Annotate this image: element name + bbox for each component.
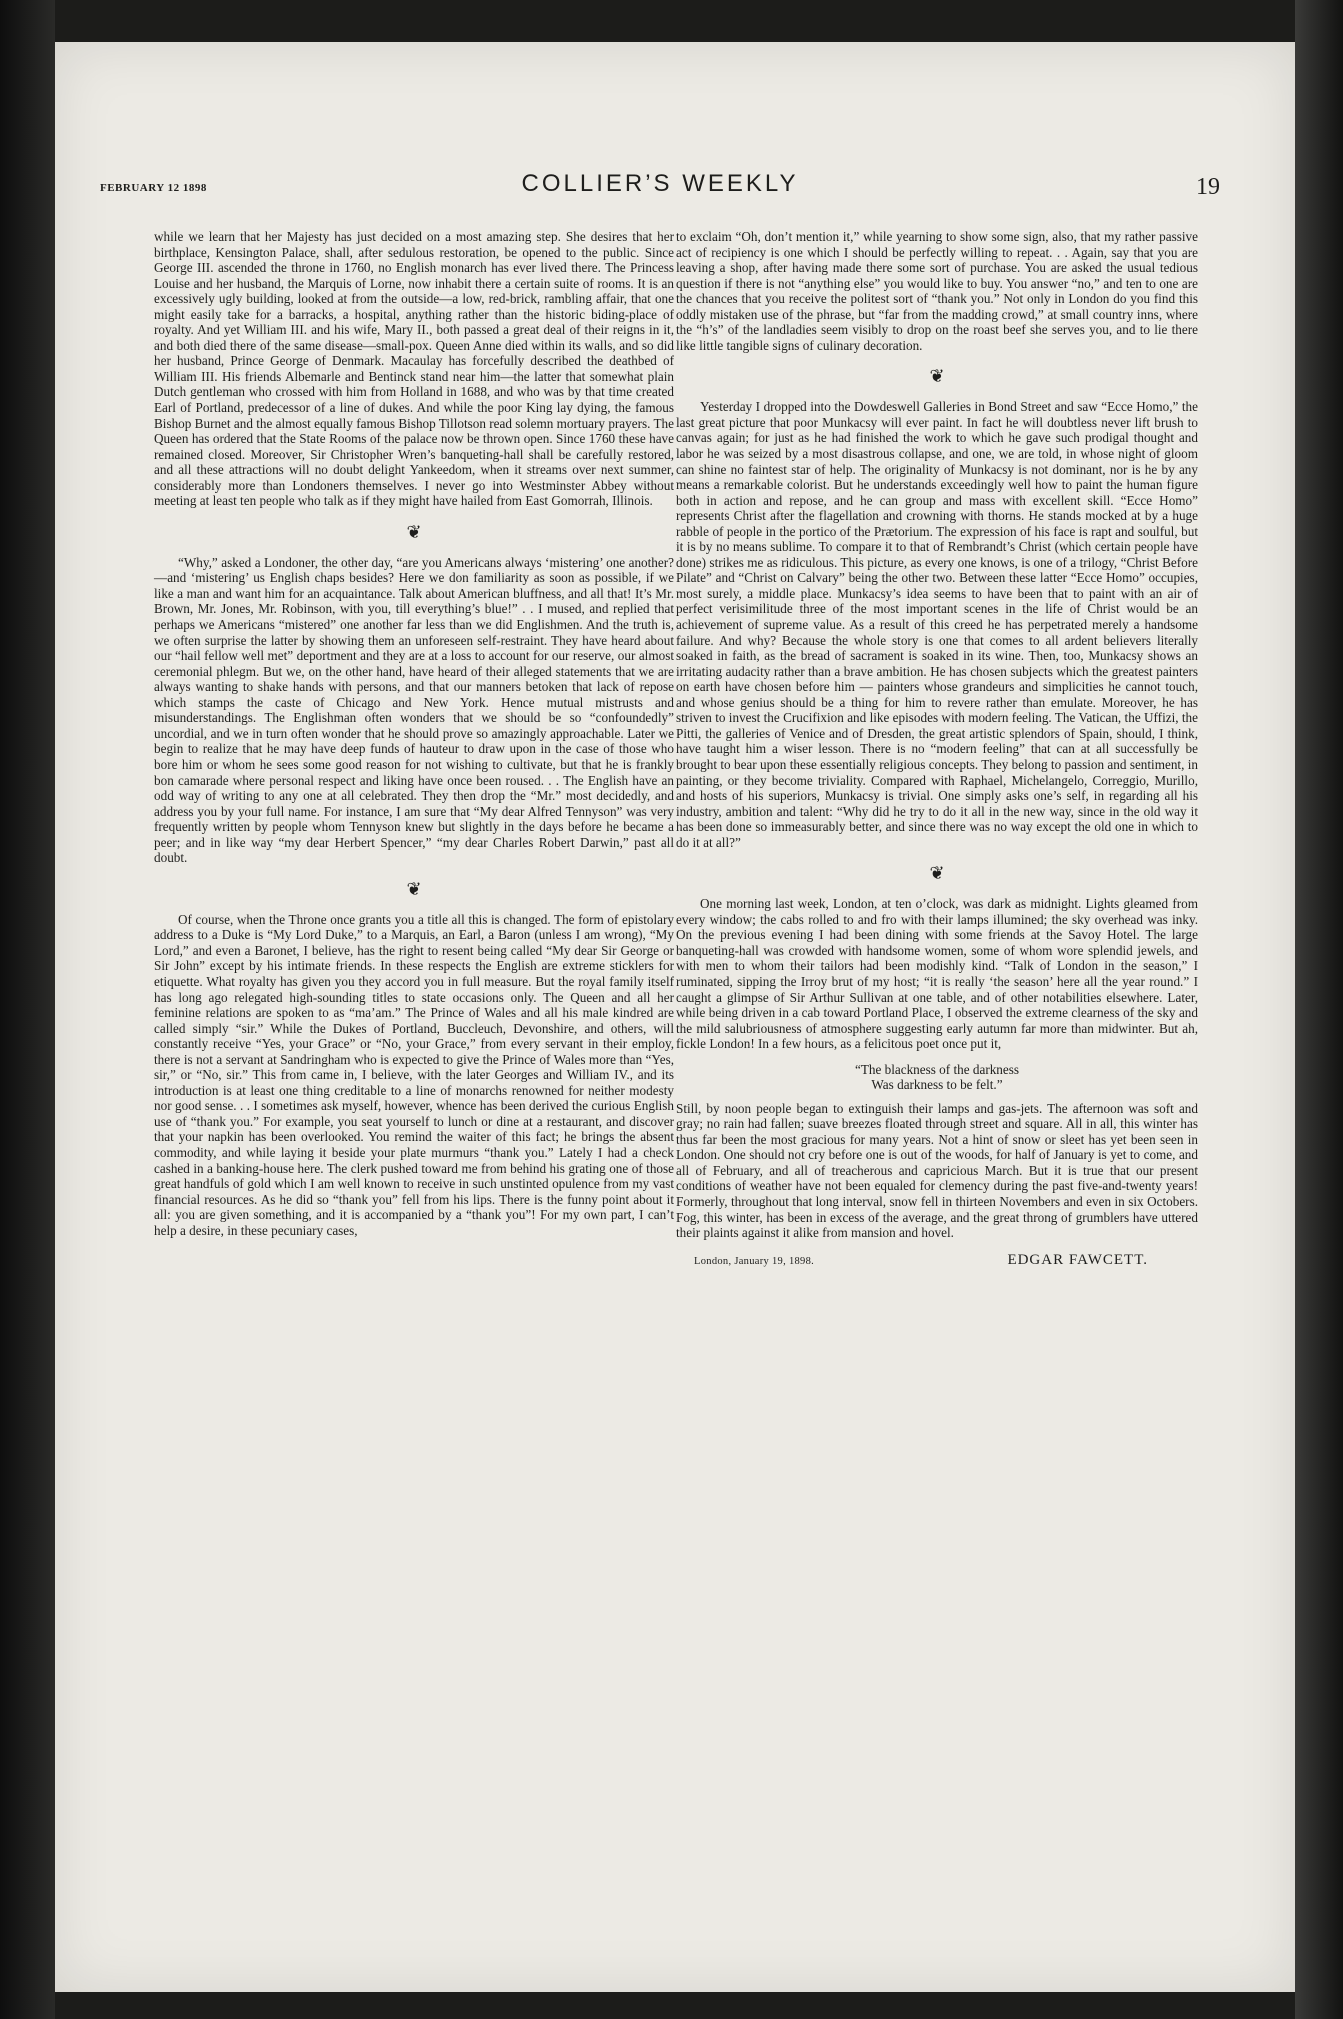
scan-right-edge [1295,0,1343,2019]
article-paragraph: while we learn that her Majesty has just decided on a most amazing step. She desires that her birthplace, Kensington Palace, shall, after sedulous restoration, be opened to the public. Since George III. ascended the throne in 1760, no English monarch has ever lived there. The Princess Louise and her husband, the Marquis of Lorne, now inhabit there a certain suite of rooms. It is an excessively ugly building, looked at from the outside—a low, red-brick, rambling affair, that one might easily take for a barracks, a hospital, anything rather than the historic biding-place of royalty. And yet William III. and his wife, Mary II., both passed a great deal of their reigns in it, and both died there of the same disease—small-pox. Queen Anne died within its walls, and so did her husband, Prince George of Denmark. Macaulay has forcefully described the deathbed of William III. His friends Albemarle and Bentinck stand near him—the latter that somewhat plain Dutch gentleman who crossed with him from Holland in 1688, and who was by that time created Earl of Portland, predecessor of a line of dukes. And while the poor King lay dying, the famous Bishop Burnet and the almost equally famous Bishop Tillotson read solemn mortuary prayers. The Queen has ordered that the State Rooms of the palace now be thrown open. Since 1760 these have remained closed. Moreover, Sir Christopher Wren’s banqueting-hall shall be carefully restored, and all these attractions will no doubt delight Yankeedom, when it streams over next summer, considerably more than Londoners themselves. I never go into Westminster Abbey without meeting at least ten people who talk as if they might have hailed from East Gomorrah, Illinois. [154,229,674,509]
right-column [676,229,1198,1269]
left-column [154,229,674,1238]
poem-line: Was darkness to be felt.” [871,1077,1003,1093]
author-name: EDGAR FAWCETT. [1007,1251,1148,1268]
poem-quote [676,1062,1198,1093]
section-separator-icon: ❦ [929,863,945,884]
issue-date: FEBRUARY 12 1898 [100,182,207,194]
page-number: 19 [1196,174,1220,200]
publication-title: COLLIER’S WEEKLY [521,170,799,197]
signature-place-date: London, January 19, 1898. [694,1255,815,1267]
poem-line: “The blackness of the darkness [854,1061,1020,1077]
article-paragraph: “Why,” asked a Londoner, the other day, “are you Americans always ‘mistering’ one another?—and ‘mistering’ us English chaps besides? Here we don familiarity as soon as possible, if we like a man and want him for an acquaintance. Talk about American bluffness, and all that! It’s Mr. Brown, Mr. Jones, Mr. Robinson, with you, till everything’s blue!” . . I mused, and replied that perhaps we Americans “mistered” one another far less than we did Englishmen. And the truth is, we often surprise the latter by showing them an unforeseen self-restraint. They have heard about our “hail fellow well met” deportment and they are at a loss to account for our reserve, our almost ceremonial phlegm. But we, on the other hand, have heard of their alleged statements that we are always wanting to shake hands with persons, and that our manners betoken that lack of repose which stamps the caste of Chicago and New York. Hence mutual mistrusts and misunderstandings. The Englishman often wonders that we should be so “confoundedly” uncordial, and we in turn often wonder that he should prove so amazingly approachable. Later we begin to realize that he may have deep funds of hauteur to draw upon in the case of those who bore him or whom he sees some good reason for not wishing to cultivate, but that he is frankly bon camarade where personal respect and liking have once been roused. . . The English have an odd way of writing to any one at all celebrated. They then drop the “Mr.” most decidedly, and address you by your full name. For instance, I am sure that “My dear Alfred Tennyson” was very frequently written by people whom Tennyson knew but slightly in the days before he became a peer; and in like way “my dear Herbert Spencer,” “my dear Charles Robert Darwin,” past all doubt. [154,554,674,866]
article-paragraph: Still, by noon people began to extinguish their lamps and gas-jets. The afternoon was soft and gray; no rain had fallen; suave breezes floated through street and square. All in all, this winter has thus far been the most gracious for many years. Not a hint of snow or sleet has yet been seen in London. One should not cry before one is out of the woods, for half of January is yet to come, and all of February, and all of treacherous and capricious March. But it is true that our present conditions of weather have not been equaled for clemency during the past five-and-twenty years! Formerly, throughout that long interval, snow fell in thirteen Novembers and even in six Octobers. Fog, this winter, has been in excess of the average, and the great throng of grumblers have uttered their plaints against it alike from mansion and hovel. [676,1100,1198,1241]
section-separator-icon: ❦ [929,366,945,387]
section-separator-icon: ❦ [406,878,422,899]
article-paragraph: Yesterday I dropped into the Dowdeswell Galleries in Bond Street and saw “Ecce Homo,” the last great picture that poor Munkacsy will ever paint. In fact he will doubtless never lift brush to canvas again; for just as he had finished the work to which he gave such prodigal thought and labor he was seized by a most disastrous collapse, and one, we are told, in whose night of gloom can shine no faintest star of help. The originality of Munkacsy is not dominant, nor is he by any means a remarkable colorist. But he understands exceedingly well how to paint the human figure both in action and repose, and he can group and mass with excellent skill. “Ecce Homo” represents Christ after the flagellation and crowning with thorns. He stands mocked at by a huge rabble of people in the portico of the Prætorium. The expression of his face is rapt and soulful, but it is by no means sublime. To compare it to that of Rembrandt’s Christ (which certain people have done) strikes me as ridiculous. This picture, as every one knows, is one of a trilogy, “Christ Before Pilate” and “Christ on Calvary” being the other two. Between these latter “Ecce Homo” occupies, most surely, a middle place. Munkacsy’s idea seems to have been that to paint with an air of perfect verisimilitude three of the most important scenes in the life of Christ would be an achievement of supreme value. As a result of this creed he has perpetrated merely a handsome failure. And why? Because the whole story is one that comes to all ardent believers literally soaked in faith, as the bread of sacrament is soaked in its wine. Then, too, Munkacsy shows an irritating audacity rather than a brave ambition. He has chosen subjects which the greatest painters on earth have chosen before him — painters whose grandeurs and simplicities he cannot touch, and whose genius should be a thing for him to revere rather than emulate. Moreover, he has striven to invest the Crucifixion and like episodes with modern feeling. The Vatican, the Uffizi, the Pitti, the galleries of Venice and of Dresden, the great artistic splendors of Spain, should, I think, have taught him a wiser lesson. There is no “modern feeling” that can at all successfully be brought to bear upon these essentially religious concepts. They belong to passion and sentiment, in painting, or they become triviality. Compared with Raphael, Michelangelo, Correggio, Murillo, and hosts of his superiors, Munkacsy is trivial. One simply asks one’s self, in regarding all his industry, ambition and talent: “Why did he try to do it all in the new way, since in the old way it has been done so immeasurably better, and since there was no way except the old one in which to do it at all?” [676,399,1198,850]
article-paragraph: to exclaim “Oh, don’t mention it,” while yearning to show some sign, also, that my rather passive act of recipiency is one which I should be perfectly willing to repeat. . . Again, say that you are leaving a shop, after having made there some sort of purchase. You are asked the usual tedious question if there is not “anything else” you would like to buy. You answer “no,” and ten to one are the chances that you receive the politest sort of “thank you.” Not only in London do you find this oddly mistaken use of the phrase, but “far from the madding crowd,” at small country inns, where the “h’s” of the landladies seem visibly to drop on the roast beef she serves you, and to lie there like little tangible signs of culinary decoration. [676,229,1198,353]
article-paragraph: One morning last week, London, at ten o’clock, was dark as midnight. Lights gleamed from every window; the cabs rolled to and fro with their lamps illumined; the sky overhead was inky. On the previous evening I had been dining with some friends at the Savoy Hotel. The large banqueting-hall was crowded with handsome women, some of whom wore splendid jewels, and with men to whom their tailors had been modishly kind. “Talk of London in the season,” I ruminated, sipping the Irroy brut of my host; “it is really ‘the season’ here all the year round.” I caught a glimpse of Sir Arthur Sullivan at one table, and of other notabilities elsewhere. Later, while being driven in a cab toward Portland Place, I observed the extreme clearness of the sky and the mild salubriousness of atmosphere suggesting early autumn far more than midwinter. But ah, fickle London! In a few hours, as a felicitous poet once put it, [676,896,1198,1052]
scan-left-edge [0,0,55,2019]
signature-block [676,1253,1198,1270]
article-paragraph: Of course, when the Throne once grants you a title all this is changed. The form of epistolary address to a Duke is “My Lord Duke,” to a Marquis, an Earl, a Baron (unless I am wrong), “My Lord,” and even a Baronet, I believe, has the right to resent being called “My dear Sir George or Sir John” except by his intimate friends. In these respects the English are extreme sticklers for etiquette. What royalty has given you they accord you in full measure. But the royal family itself has long ago relegated high-sounding titles to state occasions only. The Queen and all her feminine relations are spoken to as “ma’am.” The Prince of Wales and all his male kindred are called simply “sir.” While the Dukes of Portland, Buccleuch, Devonshire, and others, will constantly receive “Yes, your Grace” or “No, your Grace,” from every servant in their employ, there is not a servant at Sandringham who is expected to give the Prince of Wales more than “Yes, sir,” or “No, sir.” This from came in, I believe, with the later Georges and William IV., and its introduction is at least one thing creditable to a line of monarchs renowned for neither modesty nor good sense. . . I sometimes ask myself, however, whence has been derived the curious English use of “thank you.” For example, you seat yourself to lunch or dine at a restaurant, and discover that your napkin has been overlooked. You remind the waiter of this fact; he brings the absent commodity, and while laying it beside your plate murmurs “thank you.” Lately I had a check cashed in a banking-house here. The clerk pushed toward me from behind his grating one of those great handfuls of gold which I am well known to receive in such unstinted opulence from my vast financial resources. As he did so “thank you” fell from his lips. There is the funny point about it all: you are given something, and it is accompanied by a “thank you”! For my own part, I can’t help a desire, in these pecuniary cases, [154,911,674,1238]
page-header [100,168,1220,208]
section-separator-icon: ❦ [406,521,422,542]
